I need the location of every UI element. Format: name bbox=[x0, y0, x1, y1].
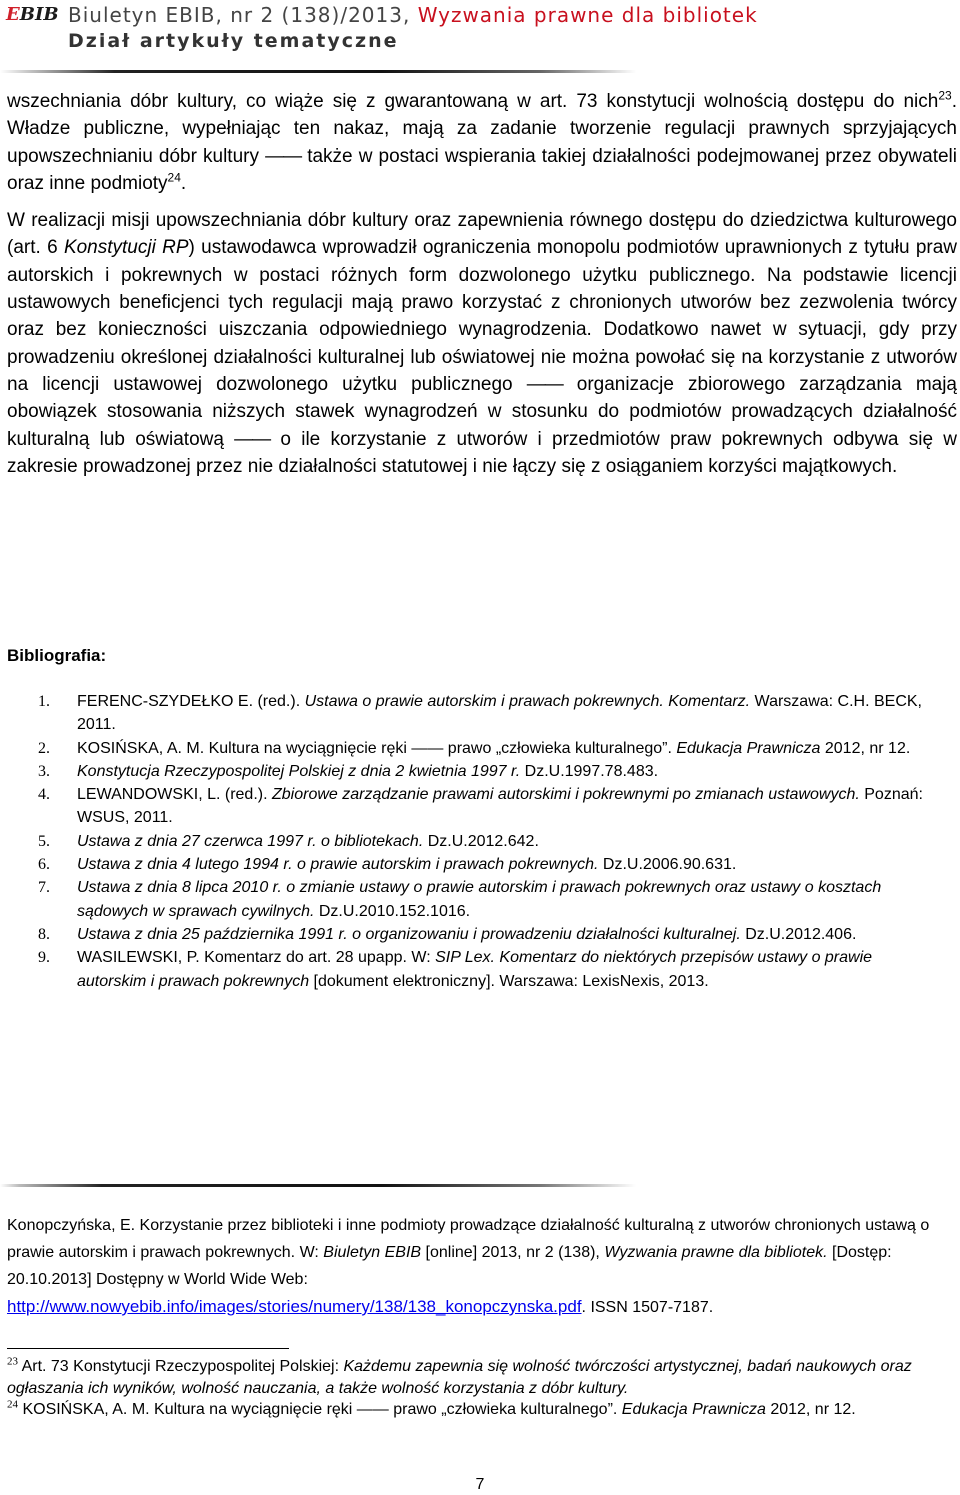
bibliography-item: 1. FERENC-SZYDEŁKO E. (red.). Ustawa o prawie autorskim i prawach pokrewnych. Komentarz. Warszawa: C.H. BECK, 2011. bbox=[38, 693, 922, 734]
footnote-separator bbox=[7, 1348, 289, 1349]
bibliography-item: 9. WASILEWSKI, P. Komentarz do art. 28 upapp. W: SIP Lex. Komentarz do niektórych przepisów ustawy o prawie autorskim i prawach pokrewnych [dokument elektroniczny]. Warszawa: LexisNexis, 2013. bbox=[38, 949, 873, 990]
bibliography-item: 8. Ustawa z dnia 25 października 1991 r. o organizowaniu i prowadzeniu działalności kulturalnej. Dz.U.2012.406. bbox=[38, 925, 857, 943]
bibliography-item: 7. Ustawa z dnia 8 lipca 2010 r. o zmianie ustawy o prawie autorskim i prawach pokrewnych oraz ustawy o kosztach sądowych w sprawach cywilnych. Dz.U.2010.152.1016. bbox=[38, 879, 882, 920]
paragraph-1: wszechniania dóbr kultury, co wiąże się z gwarantowaną w art. 73 konstytucji wolnością dostępu do nich$^{23}$. Władze publiczne, wypełniając ten nakaz, mają za zadanie tworzenie regulacji prawnych sprzyjających upowszechnianiu dóbr kultury —— także w postaci wspierania takiej działalności podejmowanej przez obywateli oraz inne podmioty$^{24}$. bbox=[7, 88, 957, 194]
article-url-link[interactable]: http://www.nowyebib.info/images/stories/numery/138/138_konopczynska.pdf bbox=[7, 1297, 582, 1316]
footnote-ref-24[interactable]: 24 bbox=[167, 170, 181, 185]
header-section-title: Dział artykuły tematyczne bbox=[68, 30, 399, 52]
footnote-24: $^{24}$ KOSIŃSKA, A. M. Kultura na wyciągnięcie ręki —— prawo „człowieka kulturalnego”. Edukacja Prawnicza 2012, nr 12. bbox=[7, 1398, 856, 1418]
footnote-23: $^{23}$ Art. 73 Konstytucji Rzeczypospolitej Polskiej: Każdemu zapewnia się wolność twórczości artystycznej, badań naukowych oraz ogłaszania ich wyników, wolność nauczania, a także wolność korzystania z dóbr kultury. bbox=[7, 1355, 912, 1397]
bibliography-item: 5. Ustawa z dnia 27 czerwca 1997 r. o bibliotekach. Dz.U.2012.642. bbox=[38, 832, 539, 850]
page-header bbox=[0, 0, 960, 80]
citation-divider bbox=[0, 1184, 636, 1187]
citation-block: Konopczyńska, E. Korzystanie przez biblioteki i inne podmioty prowadzące działalność kulturalną z utworów chronionych ustawą o prawie autorskim i prawach pokrewnych. W: Biuletyn EBIB [online] 2013, nr 2 (138), Wyzwania prawne dla bibliotek. [Dostęp: 20.10.2013] Dostępny w World Wide Web: http://www.nowyebib.info/images/stories/numery/138/138_konopczynska.pdf. ISSN 1507-7187. bbox=[7, 1217, 930, 1316]
header-journal-title: Biuletyn EBIB, nr 2 (138)/2013, Wyzwania prawne dla bibliotek bbox=[68, 3, 758, 27]
bibliography-item: 4. LEWANDOWSKI, L. (red.). Zbiorowe zarządzanie prawami autorskimi i pokrewnymi po zmianach ustawowych. Poznań: WSUS, 2011. bbox=[38, 786, 923, 827]
article-body bbox=[7, 88, 957, 480]
bibliography-list bbox=[7, 690, 942, 993]
bibliography-item: 6. Ustawa z dnia 4 lutego 1994 r. o prawie autorskim i prawach pokrewnych. Dz.U.2006.90.631. bbox=[38, 856, 737, 874]
footnote-ref-23[interactable]: 23 bbox=[938, 88, 952, 103]
paragraph-2: W realizacji misji upowszechniania dóbr kultury oraz zapewnienia równego dostępu do dziedzictwa kulturowego (art. 6 Konstytucji RP) ustawodawca wprowadził ograniczenia monopolu podmiotów uprawnionych z tytułu praw autorskich i pokrewnych w postaci różnych form dozwolonego użytku publicznego. Na podstawie licencji ustawowych beneficjenci tych regulacji mają prawo korzystać z chronionych utworów bez zezwolenia twórcy oraz bez konieczności uiszczania odpowiedniego wynagrodzenia. Dodatkowo nawet w sytuacji, gdy przy prowadzeniu określonej działalności kulturalnej lub oświatowej nie można powołać się na korzystanie z utworów na licencji ustawowej dozwolonego użytku publicznego —— organizacje zbiorowego zarządzania mają obowiązek stosowania niższych stawek wynagrodzeń w stosunku do podmiotów prowadzących działalność kulturalną lub oświatową —— o ile korzystanie z utworów i przedmiotów praw pokrewnych odbywa się w zakresie prowadzonej przez nie działalności statutowej i nie łączy się z osiąganiem korzyści majątkowych. bbox=[7, 210, 958, 477]
ebib-logo: EBIB bbox=[6, 4, 59, 25]
bibliography-item: 3. Konstytucja Rzeczypospolitej Polskiej z dnia 2 kwietnia 1997 r. Dz.U.1997.78.483. bbox=[38, 762, 659, 780]
header-issue-title: Wyzwania prawne dla bibliotek bbox=[417, 3, 758, 27]
bibliography-item: 2. KOSIŃSKA, A. M. Kultura na wyciągnięcie ręki —— prawo „człowieka kulturalnego”. Edukacja Prawnicza 2012, nr 12. bbox=[38, 739, 911, 757]
footnotes bbox=[7, 1356, 952, 1421]
bibliography-heading: Bibliografia: bbox=[7, 646, 107, 665]
header-divider bbox=[0, 70, 636, 73]
page-number: 7 bbox=[475, 1476, 485, 1493]
